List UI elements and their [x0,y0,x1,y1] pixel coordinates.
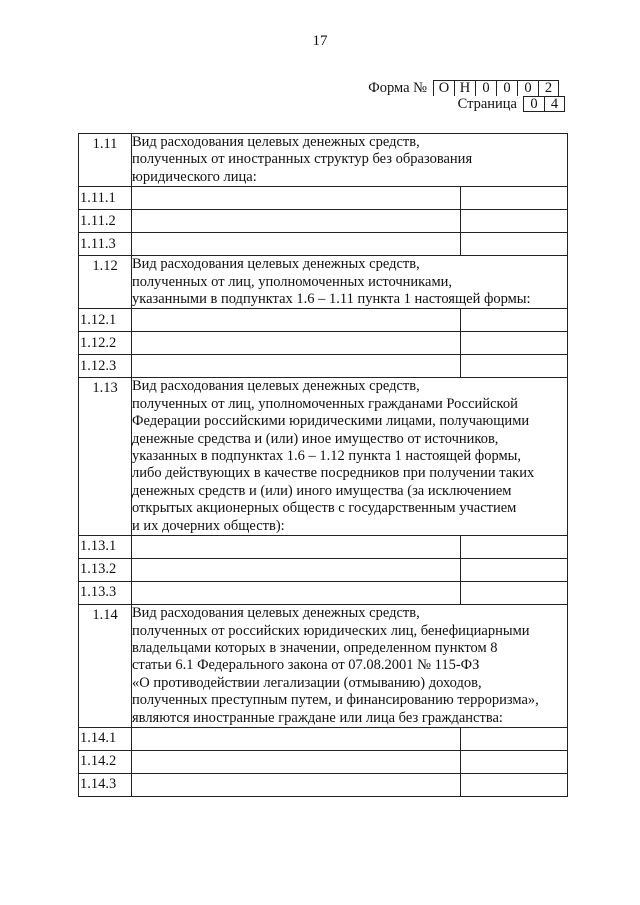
row-value-field[interactable] [461,536,568,559]
section-description [132,378,568,536]
description-line: Вид расходования целевых денежных средств, [132,605,420,622]
description-line: либо действующих в качестве посредников при получении таких [132,465,535,482]
row-description-field[interactable] [132,773,461,796]
row-description-field[interactable] [132,309,461,332]
section-description [132,134,568,187]
section-code: 1.14 [79,605,132,728]
section-header-row [79,256,568,309]
section-description [132,605,568,728]
description-line: являются иностранные граждане или лица без гражданства: [132,709,503,726]
row-description-field[interactable] [132,233,461,256]
table-row [79,355,568,378]
row-code: 1.11.3 [79,233,132,256]
form-number-label: Форма № [368,79,427,96]
description-line: полученных от иностранных структур без образования [132,151,473,168]
table-row [79,582,568,605]
section-header-row [79,605,568,728]
table-row [79,773,568,796]
row-value-field[interactable] [461,727,568,750]
description-line: полученных преступным путем, и финансированию терроризма», [132,692,539,709]
row-value-field[interactable] [461,210,568,233]
description-line: полученных от российских юридических лиц, бенефициарными [132,622,530,639]
row-value-field[interactable] [461,750,568,773]
description-line: указанными в подпунктах 1.6 – 1.11 пункта 1 настоящей формы: [132,291,531,308]
description-line: владельцами которых в значении, определенном пунктом 8 [132,639,498,656]
row-description-field[interactable] [132,750,461,773]
row-code: 1.13.2 [79,559,132,582]
description-line: статьи 6.1 Федерального закона от 07.08.2001 № 115-ФЗ [132,657,480,674]
table-row [79,727,568,750]
row-code: 1.13.3 [79,582,132,605]
description-line: денежных средств и (или) иного имущества (за исключением [132,482,512,499]
row-description-field[interactable] [132,582,461,605]
row-code: 1.13.1 [79,536,132,559]
row-code: 1.14.2 [79,750,132,773]
description-line: Федерации российскими юридическими лицами, получающими [132,413,530,430]
form-code-box: 0 [475,80,496,96]
table-row [79,750,568,773]
description-line: юридического лица: [132,168,257,185]
row-description-field[interactable] [132,536,461,559]
table-row [79,559,568,582]
description-line: полученных от лиц, уполномоченных гражданами Российской [132,395,518,412]
row-code: 1.11.2 [79,210,132,233]
description-line: «О противодействии легализации (отмыванию) доходов, [132,674,482,691]
page-code-box: 0 [523,96,544,112]
section-header-row [79,378,568,536]
row-value-field[interactable] [461,355,568,378]
row-description-field[interactable] [132,332,461,355]
section-code: 1.11 [79,134,132,187]
row-value-field[interactable] [461,233,568,256]
row-value-field[interactable] [461,559,568,582]
form-code-box: 0 [517,80,538,96]
form-code-box: О [433,80,454,96]
section-code: 1.12 [79,256,132,309]
table-row [79,332,568,355]
row-description-field[interactable] [132,727,461,750]
row-description-field[interactable] [132,355,461,378]
table-row [79,233,568,256]
row-code: 1.12.2 [79,332,132,355]
page-number: 17 [312,33,328,49]
row-code: 1.14.3 [79,773,132,796]
description-line: полученных от лиц, уполномоченных источниками, [132,273,452,290]
form-number-row [360,80,565,96]
description-line: Вид расходования целевых денежных средств, [132,256,420,273]
form-table [78,133,568,797]
row-code: 1.11.1 [79,187,132,210]
row-value-field[interactable] [461,773,568,796]
form-header [360,80,565,112]
description-line: указанных в подпунктах 1.6 – 1.12 пункта 1 настоящей формы, [132,448,522,465]
row-code: 1.14.1 [79,727,132,750]
row-code: 1.12.3 [79,355,132,378]
description-line: Вид расходования целевых денежных средств, [132,378,420,395]
form-code-box: Н [454,80,475,96]
row-value-field[interactable] [461,187,568,210]
description-line: денежные средства и (или) иное имущество от источников, [132,430,499,447]
row-description-field[interactable] [132,559,461,582]
table-row [79,536,568,559]
description-line: открытых акционерных обществ с государственным участием [132,500,517,517]
page-code-box: 4 [544,96,565,112]
section-header-row [79,134,568,187]
row-value-field[interactable] [461,309,568,332]
description-line: и их дочерних обществ): [132,517,285,534]
row-value-field[interactable] [461,582,568,605]
row-code: 1.12.1 [79,309,132,332]
page-code-row [360,96,565,112]
table-row [79,309,568,332]
table-row [79,187,568,210]
page-label: Страница [457,95,517,112]
form-code-box: 2 [538,80,559,96]
section-code: 1.13 [79,378,132,536]
form-code-box: 0 [496,80,517,96]
row-value-field[interactable] [461,332,568,355]
table-row [79,210,568,233]
description-line: Вид расходования целевых денежных средств, [132,134,420,150]
row-description-field[interactable] [132,210,461,233]
row-description-field[interactable] [132,187,461,210]
section-description [132,256,568,309]
